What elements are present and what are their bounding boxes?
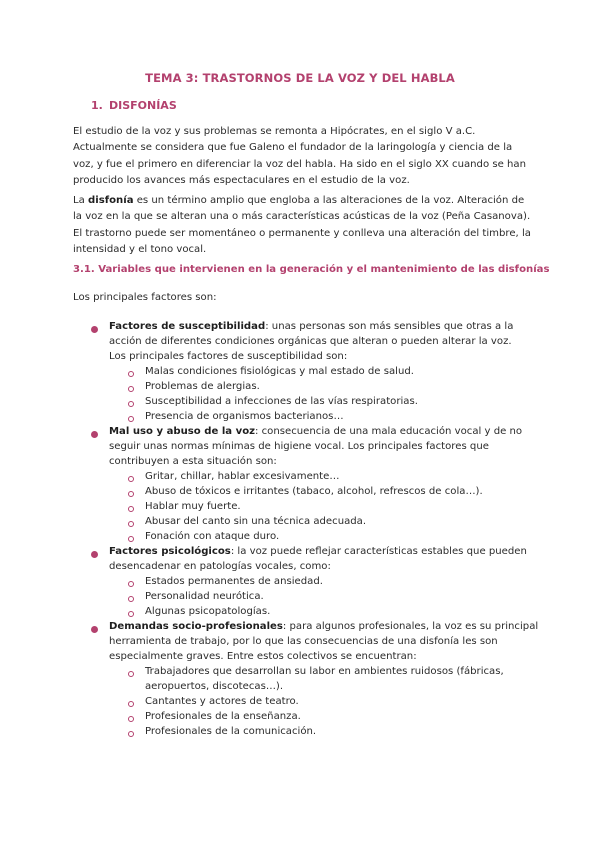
factor-description: : para algunos profesionales, la voz es su principal	[282, 621, 539, 632]
sub-item: Hablar muy fuerte.	[145, 501, 241, 512]
sub-item: Trabajadores que desarrollan su labor en ambientes ruidosos (fábricas,	[145, 666, 504, 677]
paragraph-line: producido los avances más espectaculares en el estudio de la voz.	[73, 175, 410, 187]
paragraph-line: la voz en la que se alteran una o más características acústicas de la voz (Peña Casanova).	[73, 211, 531, 223]
circle-bullet-icon	[128, 536, 134, 542]
circle-bullet-icon	[128, 416, 134, 422]
factor-term: Factores de susceptibilidad	[109, 321, 266, 332]
paragraph-line: El trastorno puede ser momentáneo o permanente y conlleva una alteración del timbre, la	[73, 227, 531, 239]
sub-item: Abuso de tóxicos e irritantes (tabaco, alcohol, refrescos de cola…).	[145, 486, 483, 497]
circle-bullet-icon	[128, 596, 134, 602]
circle-bullet-icon	[128, 476, 134, 482]
factor-item	[109, 321, 513, 332]
factor-description: : consecuencia de una mala educación vocal y de no	[255, 426, 523, 437]
sub-item: Profesionales de la comunicación.	[145, 726, 317, 737]
circle-bullet-icon	[128, 716, 134, 722]
sub-item: Cantantes y actores de teatro.	[145, 696, 299, 707]
sub-item: Algunas psicopatologías.	[145, 606, 271, 617]
section-heading-disfonias	[91, 99, 177, 112]
circle-bullet-icon	[128, 581, 134, 587]
text-run: La	[73, 195, 89, 206]
bullet-icon	[91, 626, 98, 633]
subsection-heading: 3.1. Variables que intervienen en la generación y el mantenimiento de las disfonías	[73, 264, 550, 275]
term-disfonia: disfonía	[88, 195, 134, 206]
paragraph-line: Actualmente se considera que fue Galeno el fundador de la laringología y ciencia de la	[73, 142, 513, 154]
page-title: TEMA 3: TRASTORNOS DE LA VOZ Y DEL HABLA	[145, 71, 455, 85]
paragraph-line: El estudio de la voz y sus problemas se remonta a Hipócrates, en el siglo V a.C.	[73, 126, 476, 137]
paragraph-line: intensidad y el tono vocal.	[73, 244, 207, 256]
sub-item: Abusar del canto sin una técnica adecuada.	[145, 516, 367, 527]
factor-description-line: acción de diferentes condiciones orgánicas que alteran o pueden alterar la voz.	[109, 336, 512, 347]
paragraph-line	[73, 193, 538, 209]
bullet-icon	[91, 551, 98, 558]
circle-bullet-icon	[128, 611, 134, 617]
sub-item: Problemas de alergias.	[145, 381, 260, 392]
bullet-icon	[91, 326, 98, 333]
sub-item: Presencia de organismos bacterianos…	[145, 411, 344, 422]
circle-bullet-icon	[128, 371, 134, 377]
text-run: es un término amplio que engloba a las alteraciones de la voz. Alteración de	[133, 195, 525, 206]
paragraph-definition	[73, 193, 538, 259]
sub-item: aeropuertos, discotecas…).	[145, 681, 284, 692]
factor-description: : unas personas son más sensibles que otras a la	[265, 321, 514, 332]
circle-bullet-icon	[128, 491, 134, 497]
factor-item	[109, 621, 538, 632]
paragraph-history	[73, 124, 538, 190]
factor-term: Factores psicológicos	[109, 546, 231, 557]
sub-item: Fonación con ataque duro.	[145, 531, 280, 542]
section-label: DISFONÍAS	[109, 99, 177, 112]
bullet-icon	[91, 431, 98, 438]
factor-description: : la voz puede reflejar características estables que pueden	[230, 546, 527, 557]
sub-item: Gritar, chillar, hablar excesivamente…	[145, 471, 340, 482]
circle-bullet-icon	[128, 521, 134, 527]
factor-item	[109, 546, 527, 557]
factor-term: Mal uso y abuso de la voz	[109, 426, 256, 437]
sub-item: Personalidad neurótica.	[145, 591, 264, 602]
intro-text: Los principales factores son:	[73, 292, 217, 303]
circle-bullet-icon	[128, 386, 134, 392]
circle-bullet-icon	[128, 506, 134, 512]
factor-description-line: especialmente graves. Entre estos colectivos se encuentran:	[109, 651, 417, 662]
paragraph-line: voz, y fue el primero en diferenciar la voz del habla. Ha sido en el siglo XX cuando se han	[73, 158, 527, 170]
circle-bullet-icon	[128, 701, 134, 707]
sub-item: Susceptibilidad a infecciones de las vías respiratorias.	[145, 396, 418, 407]
factor-description-line: seguir unas normas mínimas de higiene vocal. Los principales factores que	[109, 441, 489, 452]
section-number: 1.	[91, 99, 103, 112]
sub-item: Malas condiciones fisiológicas y mal estado de salud.	[145, 366, 414, 377]
factor-description-line: contribuyen a esta situación son:	[109, 456, 277, 467]
circle-bullet-icon	[128, 731, 134, 737]
factor-description-line: Los principales factores de susceptibilidad son:	[109, 351, 348, 362]
sub-item: Profesionales de la enseñanza.	[145, 711, 301, 722]
factor-description-line: herramienta de trabajo, por lo que las consecuencias de una disfonía les son	[109, 636, 498, 647]
sub-item: Estados permanentes de ansiedad.	[145, 576, 323, 587]
factor-description-line: desencadenar en patologías vocales, como:	[109, 561, 331, 572]
circle-bullet-icon	[128, 401, 134, 407]
factor-term: Demandas socio-profesionales	[109, 621, 283, 632]
factor-item	[109, 426, 522, 437]
circle-bullet-icon	[128, 671, 134, 677]
